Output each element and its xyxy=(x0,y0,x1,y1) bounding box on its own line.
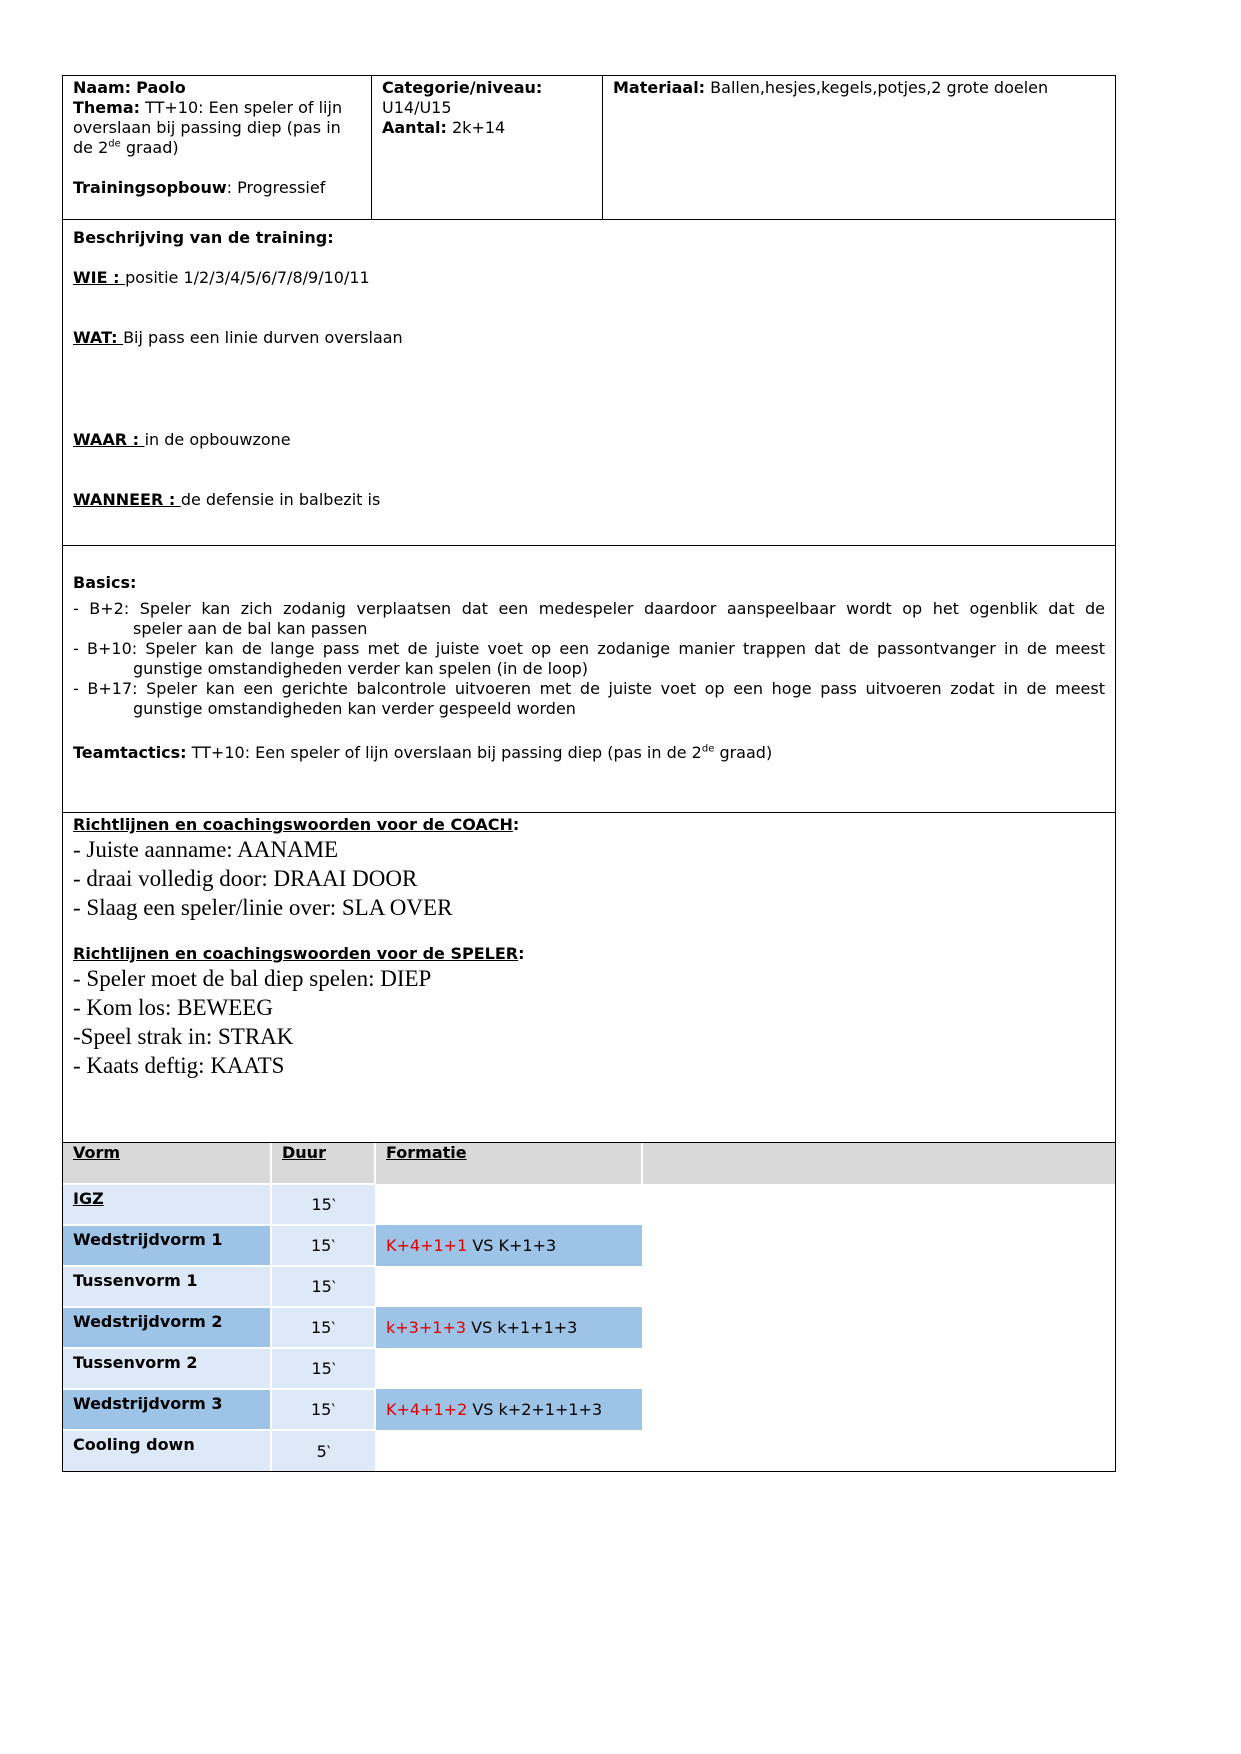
beschrijving-section xyxy=(62,219,1116,545)
teamtactics-value: TT+10: Een speler of lijn overslaan bij passing diep (pas in de 2 xyxy=(186,743,702,762)
categorie-cell xyxy=(372,76,603,219)
teamtactics-sup: de xyxy=(701,743,715,755)
vorm-cell: Cooling down xyxy=(63,1430,271,1471)
thema-label: Thema: xyxy=(73,98,141,117)
formatie-black: VS k+1+1+3 xyxy=(466,1318,578,1337)
duur-cell: 15‵ xyxy=(271,1307,375,1348)
thema-end: graad) xyxy=(120,138,179,157)
wat-value: Bij pass een linie durven overslaan xyxy=(123,328,403,347)
coaching-section xyxy=(62,812,1116,1142)
basics-item xyxy=(73,679,1105,719)
vorm-cell: IGZ xyxy=(73,1189,104,1208)
duur-cell: 15‵ xyxy=(271,1389,375,1430)
wie-label: WIE : xyxy=(73,268,126,287)
coach-title: Richtlijnen en coachingswoorden voor de COACH xyxy=(73,815,513,834)
formatie-red: K+4+1+1 xyxy=(386,1236,468,1255)
table-row xyxy=(63,1307,1115,1348)
formatie-cell xyxy=(375,1430,642,1471)
aantal-label: Aantal: xyxy=(382,118,447,137)
basics-item xyxy=(73,639,1105,679)
formatie-cell xyxy=(375,1225,642,1266)
coach-item: - Juiste aanname: AANAME xyxy=(73,837,339,862)
speler-item: - Kaats deftig: KAATS xyxy=(73,1053,285,1078)
basics-item-rest: gunstige omstandigheden verder kan spelen (in de loop) xyxy=(133,659,589,678)
duur-cell: 15‵ xyxy=(271,1348,375,1389)
formatie-red: k+3+1+3 xyxy=(386,1318,467,1337)
thema-sup: de xyxy=(108,138,121,150)
table-row xyxy=(63,1348,1115,1389)
basics-item-line: - B+10: Speler kan de lange pass met de juiste voet op een zodanige manier trappen dat de passontvanger in de meest xyxy=(73,639,1105,658)
formatie-red: K+4+1+2 xyxy=(386,1400,468,1419)
formatie-cell xyxy=(375,1348,642,1389)
table-row xyxy=(63,1389,1115,1430)
wie-value: positie 1/2/3/4/5/6/7/8/9/10/11 xyxy=(125,268,370,287)
aantal-value: 2k+14 xyxy=(452,118,506,137)
materiaal-label: Materiaal: xyxy=(613,78,706,97)
waar-value: in de opbouwzone xyxy=(144,430,291,449)
vorm-cell: Wedstrijdvorm 2 xyxy=(63,1307,271,1348)
training-sheet xyxy=(62,75,1116,1472)
coach-colon: : xyxy=(512,815,520,834)
wanneer-value: de defensie in balbezit is xyxy=(180,490,381,509)
duur-cell: 5‵ xyxy=(271,1430,375,1471)
table-row xyxy=(63,1266,1115,1307)
basics-section xyxy=(62,545,1116,812)
formatie-cell xyxy=(375,1389,642,1430)
basics-item-rest: speler aan de bal kan passen xyxy=(133,619,368,638)
schedule-table xyxy=(63,1143,1115,1471)
formatie-cell xyxy=(375,1184,642,1225)
opbouw-value: : Progressief xyxy=(226,178,326,197)
coach-item: - Slaag een speler/linie over: SLA OVER xyxy=(73,895,453,920)
vorm-cell: Tussenvorm 2 xyxy=(63,1348,271,1389)
schedule-header-row xyxy=(63,1143,1115,1184)
speler-title: Richtlijnen en coachingswoorden voor de SPELER xyxy=(73,944,519,963)
basics-item xyxy=(73,599,1105,639)
header-row xyxy=(62,75,1116,219)
naam-label: Naam: xyxy=(73,78,132,97)
wanneer-label: WANNEER : xyxy=(73,490,181,509)
coach-item: - draai volledig door: DRAAI DOOR xyxy=(73,866,418,891)
categorie-label: Categorie/niveau: xyxy=(382,78,543,97)
categorie-value: U14/U15 xyxy=(382,98,452,117)
vorm-cell: Wedstrijdvorm 1 xyxy=(63,1225,271,1266)
table-row xyxy=(63,1184,1115,1225)
teamtactics-end: graad) xyxy=(714,743,773,762)
duur-header: Duur xyxy=(282,1143,326,1162)
table-row xyxy=(63,1225,1115,1266)
schedule-section xyxy=(62,1142,1116,1472)
duur-cell: 15‵ xyxy=(271,1225,375,1266)
duur-cell: 15‵ xyxy=(271,1266,375,1307)
vorm-cell: Wedstrijdvorm 3 xyxy=(63,1389,271,1430)
formatie-cell xyxy=(375,1266,642,1307)
basics-item-line: - B+17: Speler kan een gerichte balcontrole uitvoeren met de juiste voet op een hoge pass uitvoeren zodat in de meest xyxy=(73,679,1105,698)
formatie-cell xyxy=(375,1307,642,1348)
basics-list xyxy=(73,599,1105,719)
speler-colon: : xyxy=(518,944,525,963)
basics-item-line: - B+2: Speler kan zich zodanig verplaatsen dat een medespeler daardoor aanspeelbaar wordt op het ogenblik dat de xyxy=(73,599,1105,618)
materiaal-value: Ballen,hesjes,kegels,potjes,2 grote doelen xyxy=(710,78,1049,97)
speler-item: -Speel strak in: STRAK xyxy=(73,1024,294,1049)
materiaal-cell xyxy=(603,76,1115,219)
basics-item-rest: gunstige omstandigheden kan verder gespeeld worden xyxy=(133,699,576,718)
formatie-header: Formatie xyxy=(386,1143,467,1162)
vorm-header: Vorm xyxy=(73,1143,121,1162)
teamtactics-label: Teamtactics: xyxy=(73,743,187,762)
speler-item: - Speler moet de bal diep spelen: DIEP xyxy=(73,966,432,991)
formatie-black: VS K+1+3 xyxy=(467,1236,557,1255)
opbouw-label: Trainingsopbouw xyxy=(73,178,227,197)
speler-item: - Kom los: BEWEEG xyxy=(73,995,273,1020)
naam-thema-cell xyxy=(63,76,372,219)
basics-title: Basics: xyxy=(73,573,137,592)
thema-value: TT+10: Een speler of lijn overslaan bij passing diep (pas in de 2 xyxy=(73,98,343,157)
vorm-cell: Tussenvorm 1 xyxy=(63,1266,271,1307)
formatie-black: VS k+2+1+1+3 xyxy=(467,1400,603,1419)
naam-value: Paolo xyxy=(136,78,186,97)
wat-label: WAT: xyxy=(73,328,124,347)
waar-label: WAAR : xyxy=(73,430,145,449)
beschrijving-title: Beschrijving van de training: xyxy=(73,228,334,247)
table-row xyxy=(63,1430,1115,1471)
duur-cell: 15‵ xyxy=(271,1184,375,1225)
